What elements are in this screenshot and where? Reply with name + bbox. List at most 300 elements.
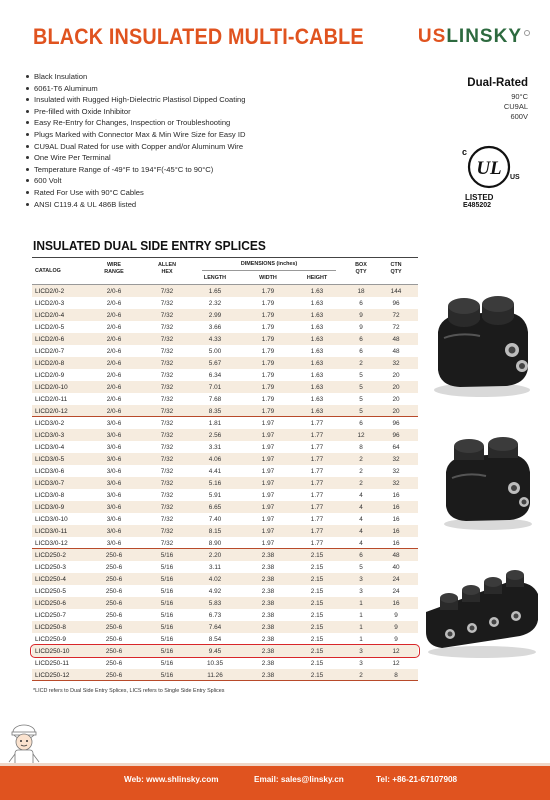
cell-ctn-qty: 9 <box>394 611 398 619</box>
cell-catalog: LICD250-3 <box>35 563 66 571</box>
cell-catalog: LICD250-2 <box>35 551 66 559</box>
cell-ctn-qty: 48 <box>392 551 400 559</box>
cell-ctn-qty: 16 <box>392 599 400 607</box>
cell-wire-range: 250-6 <box>105 575 123 583</box>
cell-height: 1.77 <box>310 431 324 439</box>
cell-length: 7.68 <box>208 395 222 403</box>
cell-ctn-qty: 24 <box>392 587 400 595</box>
cell-length: 5.16 <box>208 479 222 487</box>
cell-box-qty: 3 <box>359 647 363 655</box>
header-dimensions: DIMENSIONS (inches) <box>240 261 298 267</box>
cell-length: 8.35 <box>208 407 222 415</box>
cell-height: 1.63 <box>310 347 324 355</box>
footer-phone: Tel: +86-21-67107908 <box>376 775 458 784</box>
cell-height: 1.63 <box>310 335 324 343</box>
cell-catalog: LICD3/0-11 <box>35 527 68 535</box>
cell-ctn-qty: 16 <box>392 491 400 499</box>
table-row <box>32 465 418 477</box>
cell-ctn-qty: 12 <box>392 647 400 655</box>
cell-width: 2.38 <box>261 599 275 607</box>
feature-item: 600 Volt <box>26 175 245 187</box>
table-row <box>32 405 418 417</box>
cell-allen-hex: 7/32 <box>160 479 174 487</box>
cell-width: 2.38 <box>261 563 275 571</box>
feature-item: CU9AL Dual Rated for use with Copper and/or Aluminum Wire <box>26 141 245 153</box>
cell-allen-hex: 7/32 <box>160 491 174 499</box>
cell-width: 1.79 <box>261 347 275 355</box>
cell-catalog: LICD2/0-8 <box>35 359 65 367</box>
cell-width: 1.79 <box>261 407 275 415</box>
cell-ctn-qty: 20 <box>392 383 400 391</box>
dimensions-divider <box>202 270 336 271</box>
cell-allen-hex: 5/16 <box>160 551 174 559</box>
table-row <box>32 321 418 333</box>
cell-wire-range: 3/0-6 <box>106 467 122 475</box>
cell-width: 1.79 <box>261 287 275 295</box>
cell-box-qty: 2 <box>359 359 363 367</box>
cell-length: 1.81 <box>208 419 222 427</box>
cell-box-qty: 4 <box>359 527 363 535</box>
cell-length: 4.06 <box>208 455 222 463</box>
cell-width: 1.97 <box>261 431 275 439</box>
cell-length: 6.65 <box>208 503 222 511</box>
cell-catalog: LICD2/0-11 <box>35 395 68 403</box>
table-row <box>32 621 418 633</box>
cell-ctn-qty: 16 <box>392 515 400 523</box>
brand-logo <box>418 26 522 48</box>
cell-wire-range: 250-6 <box>105 551 123 559</box>
header-allen: ALLEN <box>158 262 176 268</box>
cell-width: 1.79 <box>261 395 275 403</box>
logo-us: US <box>417 26 447 47</box>
cell-height: 2.15 <box>310 623 324 631</box>
page-title: BLACK INSULATED MULTI-CABLE <box>33 24 364 49</box>
cell-allen-hex: 5/16 <box>160 671 174 679</box>
cell-allen-hex: 7/32 <box>160 347 174 355</box>
cell-length: 2.99 <box>208 311 222 319</box>
cell-allen-hex: 5/16 <box>160 575 174 583</box>
rating-voltage: 600V <box>510 112 528 121</box>
header-hex: HEX <box>161 269 173 275</box>
cell-box-qty: 4 <box>359 539 363 547</box>
logo-rest: LINSKY <box>446 26 522 47</box>
cell-ctn-qty: 20 <box>392 407 400 415</box>
cell-catalog: LICD2/0-9 <box>35 371 65 379</box>
cell-width: 1.97 <box>261 527 275 535</box>
table-row <box>32 453 418 465</box>
cell-width: 1.97 <box>261 467 275 475</box>
cell-ctn-qty: 72 <box>392 311 400 319</box>
table-row <box>32 417 418 429</box>
cell-wire-range: 3/0-6 <box>106 419 122 427</box>
cell-height: 1.63 <box>310 311 324 319</box>
rating-temp: 90°C <box>511 92 528 101</box>
cell-width: 1.97 <box>261 443 275 451</box>
cell-length: 4.41 <box>208 467 222 475</box>
cell-box-qty: 1 <box>359 599 363 607</box>
cell-box-qty: 18 <box>357 287 365 295</box>
cell-allen-hex: 7/32 <box>160 539 174 547</box>
cell-catalog: LICD3/0-4 <box>35 443 65 451</box>
cell-allen-hex: 7/32 <box>160 443 174 451</box>
cell-width: 1.79 <box>261 383 275 391</box>
cell-width: 1.79 <box>261 359 275 367</box>
table-row <box>32 585 418 597</box>
cell-box-qty: 6 <box>359 419 363 427</box>
cell-width: 2.38 <box>261 551 275 559</box>
cell-box-qty: 4 <box>359 515 363 523</box>
cell-allen-hex: 7/32 <box>160 299 174 307</box>
header-ctn: CTN <box>390 262 402 268</box>
splice-multiport-photo <box>420 562 546 662</box>
table-row <box>32 549 418 561</box>
cell-box-qty: 4 <box>359 491 363 499</box>
cell-box-qty: 6 <box>359 551 363 559</box>
table-row <box>32 609 418 621</box>
cell-width: 1.97 <box>261 479 275 487</box>
cell-catalog: LICD250-8 <box>35 623 66 631</box>
cell-ctn-qty: 96 <box>392 419 400 427</box>
footer-email-link[interactable]: Email: sales@linsky.cn <box>254 775 344 784</box>
cell-height: 1.77 <box>310 539 324 547</box>
cell-allen-hex: 7/32 <box>160 359 174 367</box>
cell-catalog: LICD2/0-7 <box>35 347 65 355</box>
header-ctn-qty <box>376 262 416 276</box>
table-row <box>32 669 418 681</box>
cell-ctn-qty: 9 <box>394 635 398 643</box>
cell-height: 2.15 <box>310 551 324 559</box>
cell-wire-range: 2/0-6 <box>106 359 122 367</box>
cell-allen-hex: 5/16 <box>160 659 174 667</box>
table-row <box>32 597 418 609</box>
cell-length: 7.64 <box>208 623 222 631</box>
cell-box-qty: 2 <box>359 467 363 475</box>
header-width: WIDTH <box>259 275 277 281</box>
cell-ctn-qty: 72 <box>392 323 400 331</box>
footer-bar <box>0 763 550 800</box>
cell-height: 1.63 <box>310 359 324 367</box>
cell-wire-range: 250-6 <box>105 611 123 619</box>
cell-allen-hex: 5/16 <box>160 563 174 571</box>
cell-allen-hex: 7/32 <box>160 431 174 439</box>
cell-length: 2.20 <box>208 551 222 559</box>
rating-head: Dual-Rated <box>467 77 528 89</box>
cell-catalog: LICD250-9 <box>35 635 66 643</box>
table-header <box>32 257 418 285</box>
cell-catalog: LICD250-6 <box>35 599 66 607</box>
section-title: INSULATED DUAL SIDE ENTRY SPLICES <box>33 238 266 253</box>
cell-height: 1.77 <box>310 527 324 535</box>
splice-2port-photo <box>420 292 542 402</box>
table-row <box>32 345 418 357</box>
cell-width: 1.97 <box>261 455 275 463</box>
cell-length: 3.66 <box>208 323 222 331</box>
cell-height: 1.63 <box>310 371 324 379</box>
cell-ctn-qty: 32 <box>392 467 400 475</box>
cell-length: 7.40 <box>208 515 222 523</box>
cell-wire-range: 2/0-6 <box>106 299 122 307</box>
cell-allen-hex: 7/32 <box>160 335 174 343</box>
feature-item: Rated For Use with 90°C Cables <box>26 187 245 199</box>
feature-item: Black Insulation <box>26 71 245 83</box>
table-row <box>32 477 418 489</box>
footer-web-link[interactable]: Web: www.shlinsky.com <box>124 775 219 784</box>
table-row <box>32 393 418 405</box>
cell-height: 1.77 <box>310 455 324 463</box>
cell-ctn-qty: 144 <box>390 287 402 295</box>
cell-width: 1.97 <box>261 539 275 547</box>
table-row <box>32 381 418 393</box>
cell-length: 3.11 <box>209 563 221 571</box>
cell-height: 1.77 <box>310 419 324 427</box>
cell-catalog: LICD3/0-10 <box>35 515 68 523</box>
cell-ctn-qty: 48 <box>392 335 400 343</box>
ul-us: US <box>510 174 520 181</box>
cell-box-qty: 6 <box>359 299 363 307</box>
cell-height: 2.15 <box>310 647 324 655</box>
cell-wire-range: 2/0-6 <box>106 335 122 343</box>
cell-wire-range: 250-6 <box>105 599 123 607</box>
table-row <box>32 525 418 537</box>
cell-ctn-qty: 16 <box>392 539 400 547</box>
cell-catalog: LICD3/0-9 <box>35 503 65 511</box>
cell-length: 11.26 <box>207 671 223 679</box>
header-wire: WIRE <box>106 262 122 268</box>
header-box: BOX <box>355 262 367 268</box>
cell-width: 2.38 <box>261 611 275 619</box>
feature-item: ANSI C119.4 & UL 486B listed <box>26 199 245 211</box>
cell-catalog: LICD250-10 <box>35 647 70 655</box>
cell-wire-range: 2/0-6 <box>106 323 122 331</box>
cell-catalog: LICD2/0-6 <box>35 335 65 343</box>
cell-catalog: LICD2/0-4 <box>35 311 65 319</box>
cell-allen-hex: 7/32 <box>160 407 174 415</box>
cell-allen-hex: 5/16 <box>160 635 174 643</box>
cell-box-qty: 5 <box>359 383 363 391</box>
ul-file-code: E485202 <box>463 202 492 209</box>
cell-height: 2.15 <box>310 587 324 595</box>
cell-width: 1.97 <box>261 503 275 511</box>
cell-allen-hex: 7/32 <box>160 287 174 295</box>
cell-wire-range: 3/0-6 <box>106 443 122 451</box>
cell-box-qty: 5 <box>359 395 363 403</box>
cell-wire-range: 250-6 <box>105 647 123 655</box>
cell-catalog: LICD3/0-3 <box>35 431 65 439</box>
cell-allen-hex: 5/16 <box>160 647 174 655</box>
cell-allen-hex: 7/32 <box>160 527 174 535</box>
cell-length: 5.83 <box>208 599 222 607</box>
cell-box-qty: 9 <box>359 311 363 319</box>
cell-ctn-qty: 96 <box>392 299 400 307</box>
cell-catalog: LICD250-11 <box>35 659 69 667</box>
cell-allen-hex: 7/32 <box>160 383 174 391</box>
ul-listed-label: LISTED <box>465 193 494 202</box>
cell-width: 2.38 <box>261 671 275 679</box>
table-row <box>32 489 418 501</box>
table-row <box>32 285 418 297</box>
cell-box-qty: 3 <box>359 575 363 583</box>
cell-wire-range: 3/0-6 <box>106 479 122 487</box>
cell-length: 7.01 <box>208 383 222 391</box>
cell-ctn-qty: 32 <box>392 359 400 367</box>
cell-wire-range: 2/0-6 <box>106 371 122 379</box>
feature-item: Insulated with Rugged High-Dielectric Plastisol Dipped Coating <box>26 94 245 106</box>
ul-letters: UL <box>476 158 502 179</box>
cell-height: 1.63 <box>310 287 324 295</box>
table-row <box>32 429 418 441</box>
footnote: *LICD refers to Dual Side Entry Splices, LICS refers to Single Side Entry Splices <box>33 688 225 694</box>
cell-width: 2.38 <box>261 647 275 655</box>
cell-ctn-qty: 9 <box>394 623 398 631</box>
cell-box-qty: 5 <box>359 371 363 379</box>
cell-width: 1.79 <box>261 371 275 379</box>
cell-wire-range: 250-6 <box>105 635 123 643</box>
highlight-ring <box>30 644 420 658</box>
cell-width: 2.38 <box>261 587 275 595</box>
cell-allen-hex: 7/32 <box>160 467 174 475</box>
cell-allen-hex: 7/32 <box>160 311 174 319</box>
cell-height: 2.15 <box>310 575 324 583</box>
cell-length: 4.02 <box>208 575 222 583</box>
cell-catalog: LICD2/0-2 <box>35 287 65 295</box>
cell-allen-hex: 5/16 <box>160 623 174 631</box>
cell-height: 2.15 <box>310 563 324 571</box>
cell-wire-range: 250-6 <box>105 659 123 667</box>
cell-wire-range: 3/0-6 <box>106 431 122 439</box>
cell-wire-range: 3/0-6 <box>106 515 122 523</box>
header-box-qty-label: QTY <box>355 269 367 275</box>
cell-height: 1.77 <box>310 491 324 499</box>
cell-box-qty: 1 <box>359 611 363 619</box>
cell-catalog: LICD3/0-6 <box>35 467 65 475</box>
cell-box-qty: 2 <box>359 479 363 487</box>
cell-width: 1.79 <box>261 335 275 343</box>
table-row <box>32 333 418 345</box>
cell-width: 1.97 <box>261 491 275 499</box>
cell-wire-range: 3/0-6 <box>106 491 122 499</box>
cell-ctn-qty: 20 <box>392 395 400 403</box>
ul-c: c <box>462 147 468 157</box>
cell-box-qty: 2 <box>359 671 363 679</box>
cell-height: 2.15 <box>310 635 324 643</box>
cell-box-qty: 9 <box>359 323 363 331</box>
cell-catalog: LICD250-7 <box>35 611 66 619</box>
cell-height: 2.15 <box>310 611 324 619</box>
table-body <box>32 285 418 681</box>
cell-height: 1.63 <box>310 383 324 391</box>
rating-material: CU9AL <box>503 102 528 111</box>
cell-box-qty: 8 <box>359 443 363 451</box>
table-row <box>32 357 418 369</box>
cell-ctn-qty: 16 <box>392 527 400 535</box>
table-row <box>32 513 418 525</box>
cell-height: 2.15 <box>310 659 324 667</box>
cell-width: 2.38 <box>261 623 275 631</box>
feature-item: One Wire Per Terminal <box>26 152 245 164</box>
feature-item: Easy Re-Entry for Changes, Inspection or Troubleshooting <box>26 117 245 129</box>
cell-allen-hex: 7/32 <box>160 455 174 463</box>
cell-catalog: LICD3/0-12 <box>35 539 68 547</box>
cell-wire-range: 2/0-6 <box>106 347 122 355</box>
table-row <box>32 369 418 381</box>
cell-box-qty: 5 <box>359 563 363 571</box>
cell-box-qty: 12 <box>357 431 365 439</box>
cell-height: 1.77 <box>310 515 324 523</box>
cell-wire-range: 3/0-6 <box>106 455 122 463</box>
cell-width: 1.79 <box>261 299 275 307</box>
cell-wire-range: 250-6 <box>105 563 123 571</box>
cell-width: 1.79 <box>261 311 275 319</box>
table-row <box>32 309 418 321</box>
cell-length: 6.73 <box>208 611 222 619</box>
cell-catalog: LICD250-12 <box>35 671 70 679</box>
cell-height: 1.63 <box>310 395 324 403</box>
table-row <box>32 561 418 573</box>
cell-box-qty: 1 <box>359 635 363 643</box>
cell-allen-hex: 7/32 <box>160 515 174 523</box>
cell-length: 1.65 <box>208 287 222 295</box>
cell-catalog: LICD2/0-10 <box>35 383 68 391</box>
cell-height: 2.15 <box>310 671 324 679</box>
cell-box-qty: 6 <box>359 347 363 355</box>
cell-catalog: LICD2/0-5 <box>35 323 65 331</box>
cell-length: 2.56 <box>208 431 222 439</box>
cell-height: 2.15 <box>310 599 324 607</box>
header-range: RANGE <box>104 269 124 275</box>
cell-allen-hex: 7/32 <box>160 419 174 427</box>
cell-allen-hex: 7/32 <box>160 371 174 379</box>
header-wire-range <box>94 262 134 276</box>
cell-ctn-qty: 64 <box>392 443 400 451</box>
cell-length: 5.00 <box>208 347 222 355</box>
cell-wire-range: 250-6 <box>105 587 123 595</box>
cell-allen-hex: 5/16 <box>160 599 174 607</box>
cell-catalog: LICD3/0-5 <box>35 455 65 463</box>
feature-list <box>26 71 245 210</box>
cell-height: 1.77 <box>310 443 324 451</box>
cell-allen-hex: 7/32 <box>160 323 174 331</box>
feature-item: Plugs Marked with Connector Max & Min Wire Size for Easy ID <box>26 129 245 141</box>
cell-length: 9.45 <box>208 647 222 655</box>
cell-ctn-qty: 16 <box>392 503 400 511</box>
cell-catalog: LICD3/0-2 <box>35 419 65 427</box>
cell-catalog: LICD250-4 <box>35 575 66 583</box>
cell-ctn-qty: 48 <box>392 347 400 355</box>
cell-wire-range: 250-6 <box>105 671 123 679</box>
cell-allen-hex: 7/32 <box>160 503 174 511</box>
cell-allen-hex: 5/16 <box>160 611 174 619</box>
table-row <box>32 573 418 585</box>
cell-length: 10.35 <box>207 659 223 667</box>
cell-catalog: LICD250-5 <box>35 587 66 595</box>
cell-wire-range: 3/0-6 <box>106 503 122 511</box>
header-height: HEIGHT <box>306 275 328 281</box>
cell-length: 6.34 <box>208 371 222 379</box>
cell-catalog: LICD2/0-12 <box>35 407 68 415</box>
cell-allen-hex: 7/32 <box>160 395 174 403</box>
splice-2port-photo-b <box>430 434 542 534</box>
cell-length: 5.67 <box>208 359 222 367</box>
registered-mark-icon <box>524 30 530 36</box>
header-ctn-qty-label: QTY <box>390 269 402 275</box>
header-box-qty <box>341 262 381 276</box>
cell-width: 2.38 <box>261 659 275 667</box>
table-row <box>32 657 418 669</box>
cell-wire-range: 3/0-6 <box>106 539 122 547</box>
header-catalog: CATALOG <box>35 268 61 274</box>
cell-width: 1.97 <box>261 515 275 523</box>
cell-length: 3.31 <box>208 443 222 451</box>
